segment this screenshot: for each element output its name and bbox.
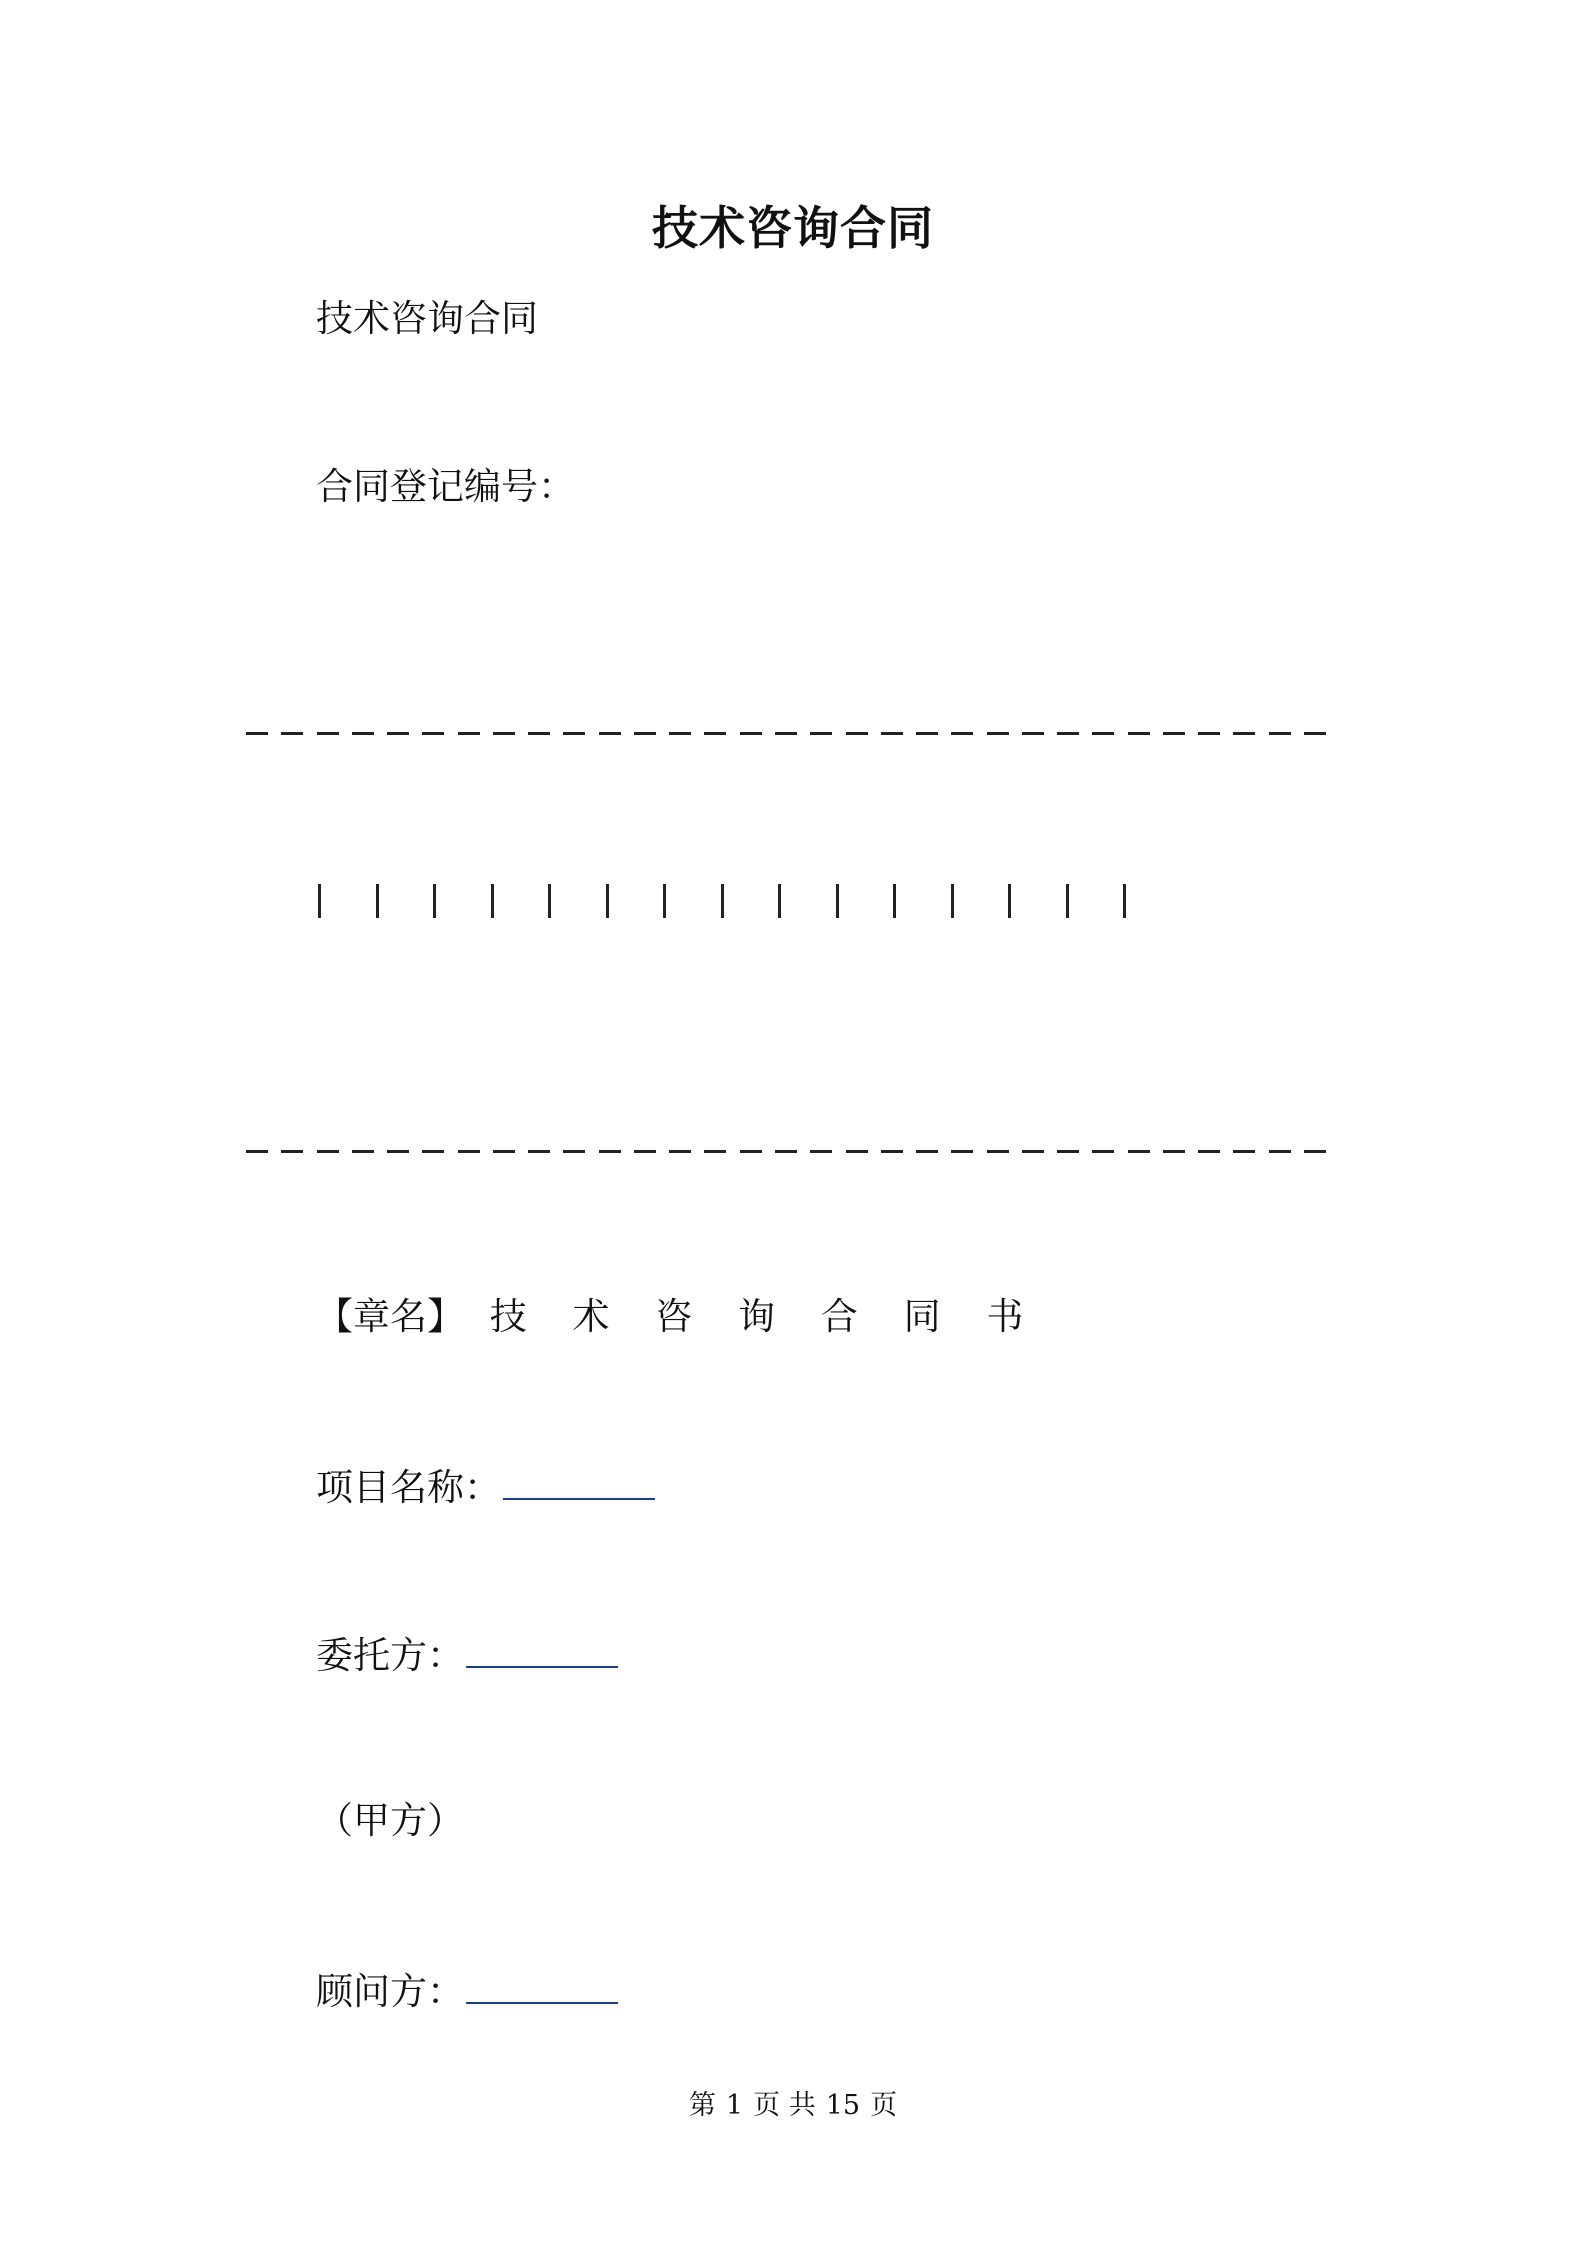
separator-dash [775,1150,797,1153]
separator-dash [1128,732,1150,735]
separator-dash [246,732,268,735]
document-subtitle: 技术咨询合同 [316,297,538,340]
separator-dash [563,732,585,735]
page-footer [0,2088,1586,2124]
separator-dash [1092,732,1114,735]
box-divider [951,884,954,918]
box-divider [606,884,609,918]
chapter-title: 技 术 咨 询 合 同 书 [489,1295,1041,1338]
separator-dash [1233,1150,1255,1153]
separator-dash [740,1150,762,1153]
box-divider [548,884,551,918]
project-name-blank[interactable] [503,1460,655,1500]
separator-dash [634,732,656,735]
client-row [316,1628,618,1681]
separator-dash [810,1150,832,1153]
separator-dash [740,732,762,735]
chapter-label: 【章名】 [316,1295,464,1338]
separator-dash [987,1150,1009,1153]
separator-dash [528,1150,550,1153]
chapter-heading [316,1292,1040,1342]
box-divider [318,884,321,918]
separator-dash [317,732,339,735]
separator-dash [916,732,938,735]
registration-number-label: 合同登记编号： [316,465,575,508]
separator-dash [563,1150,585,1153]
separator-dash [352,1150,374,1153]
separator-dash [317,1150,339,1153]
separator-dash [775,732,797,735]
separator-dash [246,1150,268,1153]
document-title: 技术咨询合同 [652,201,934,255]
separator-dash [669,1150,691,1153]
client-blank[interactable] [466,1628,618,1668]
separator-dash [846,732,868,735]
client-label: 委托方： [316,1634,464,1677]
consultant-blank[interactable] [466,1964,618,2004]
separator-dash [1198,1150,1220,1153]
separator-dash [422,1150,444,1153]
separator-dash [846,1150,868,1153]
separator-dash [916,1150,938,1153]
separator-dash [1022,732,1044,735]
separator-dash [1092,1150,1114,1153]
separator-dash [458,1150,480,1153]
box-divider [433,884,436,918]
consultant-label: 顾问方： [316,1970,464,2013]
separator-dash [599,732,621,735]
separator-dash [1128,1150,1150,1153]
box-divider [1066,884,1069,918]
separator-dash [951,732,973,735]
separator-dash [387,732,409,735]
separator-dash [881,1150,903,1153]
separator-dash [493,732,515,735]
box-divider [1008,884,1011,918]
box-divider [778,884,781,918]
dashed-separator-bottom [246,1150,1326,1154]
project-name-label: 项目名称： [316,1466,501,1509]
box-divider [836,884,839,918]
separator-dash [493,1150,515,1153]
separator-dash [634,1150,656,1153]
separator-dash [1304,732,1326,735]
separator-dash [951,1150,973,1153]
separator-dash [1057,732,1079,735]
separator-dash [281,1150,303,1153]
dashed-separator-top [246,732,1326,736]
separator-dash [599,1150,621,1153]
box-divider [893,884,896,918]
separator-dash [528,732,550,735]
separator-dash [987,732,1009,735]
footer-page-prefix: 第 [688,2090,716,2121]
separator-dash [1269,1150,1291,1153]
separator-dash [669,732,691,735]
separator-dash [387,1150,409,1153]
box-divider [491,884,494,918]
separator-dash [1269,732,1291,735]
separator-dash [422,732,444,735]
project-name-row [316,1460,655,1513]
consultant-row [316,1964,618,2017]
separator-dash [704,732,726,735]
separator-dash [1022,1150,1044,1153]
separator-dash [1057,1150,1079,1153]
box-divider [376,884,379,918]
footer-total-pages: 15 [825,2090,861,2121]
footer-current-page: 1 [725,2090,744,2121]
separator-dash [1198,732,1220,735]
separator-dash [352,732,374,735]
registration-number-boxes [318,884,1126,918]
separator-dash [881,732,903,735]
separator-dash [1233,732,1255,735]
separator-dash [281,732,303,735]
box-divider [663,884,666,918]
separator-dash [458,732,480,735]
separator-dash [1304,1150,1326,1153]
box-divider [721,884,724,918]
footer-page-suffix: 页 [870,2090,898,2121]
party-a-label: （甲方） [316,1799,464,1842]
separator-dash [1163,732,1185,735]
separator-dash [810,732,832,735]
separator-dash [1163,1150,1185,1153]
footer-page-middle: 页 共 [753,2090,816,2121]
box-divider [1123,884,1126,918]
separator-dash [704,1150,726,1153]
